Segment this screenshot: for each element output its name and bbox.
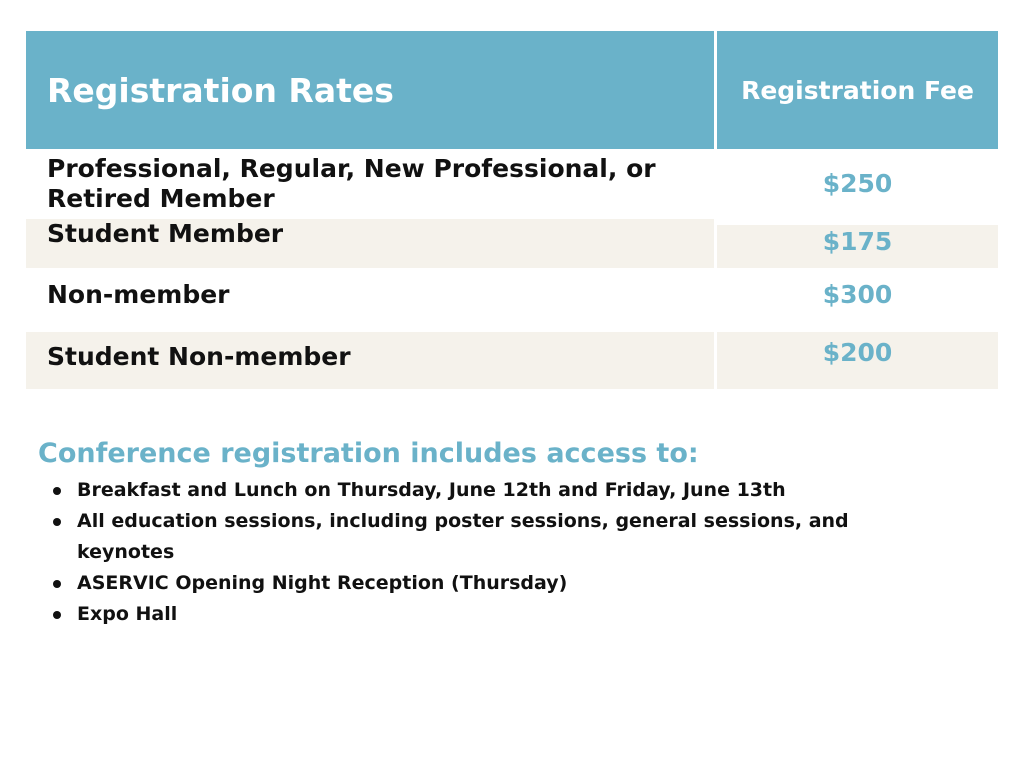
list-item-text: Breakfast and Lunch on Thursday, June 12th and Friday, June 13th: [77, 479, 786, 501]
list-item-text: All education sessions, including poster sessions, general sessions, and keynotes: [77, 510, 849, 563]
list-item: [77, 506, 988, 568]
includes-title: Conference registration includes access to:: [38, 438, 699, 469]
bullet-icon: [53, 580, 61, 588]
table-row: [26, 219, 998, 268]
rate-category: Student Member: [26, 219, 714, 268]
header-registration-rates: Registration Rates: [26, 31, 714, 149]
list-item: [77, 568, 988, 599]
table-row: [26, 268, 998, 332]
list-item: [77, 599, 988, 630]
includes-section: [38, 438, 988, 630]
rate-fee: $200: [717, 332, 998, 389]
list-item-text: Expo Hall: [77, 603, 178, 625]
rate-category: Professional, Regular, New Professional, or Retired Member: [47, 154, 656, 213]
includes-list: [38, 475, 988, 630]
bullet-icon: [53, 611, 61, 619]
list-item: [77, 475, 988, 506]
rate-category: Student Non-member: [26, 332, 714, 389]
rate-category: Non-member: [47, 280, 230, 309]
table-header-row: [26, 31, 998, 149]
table-row: [26, 332, 998, 389]
header-registration-fee: Registration Fee: [717, 31, 998, 149]
bullet-icon: [53, 518, 61, 526]
bullet-icon: [53, 487, 61, 495]
rate-fee: $300: [822, 280, 893, 309]
rate-fee: $175: [717, 225, 998, 268]
rate-fee: $250: [822, 169, 893, 198]
table-row: [26, 149, 998, 225]
registration-rates-table: [26, 31, 998, 389]
list-item-text: ASERVIC Opening Night Reception (Thursday): [77, 572, 568, 594]
